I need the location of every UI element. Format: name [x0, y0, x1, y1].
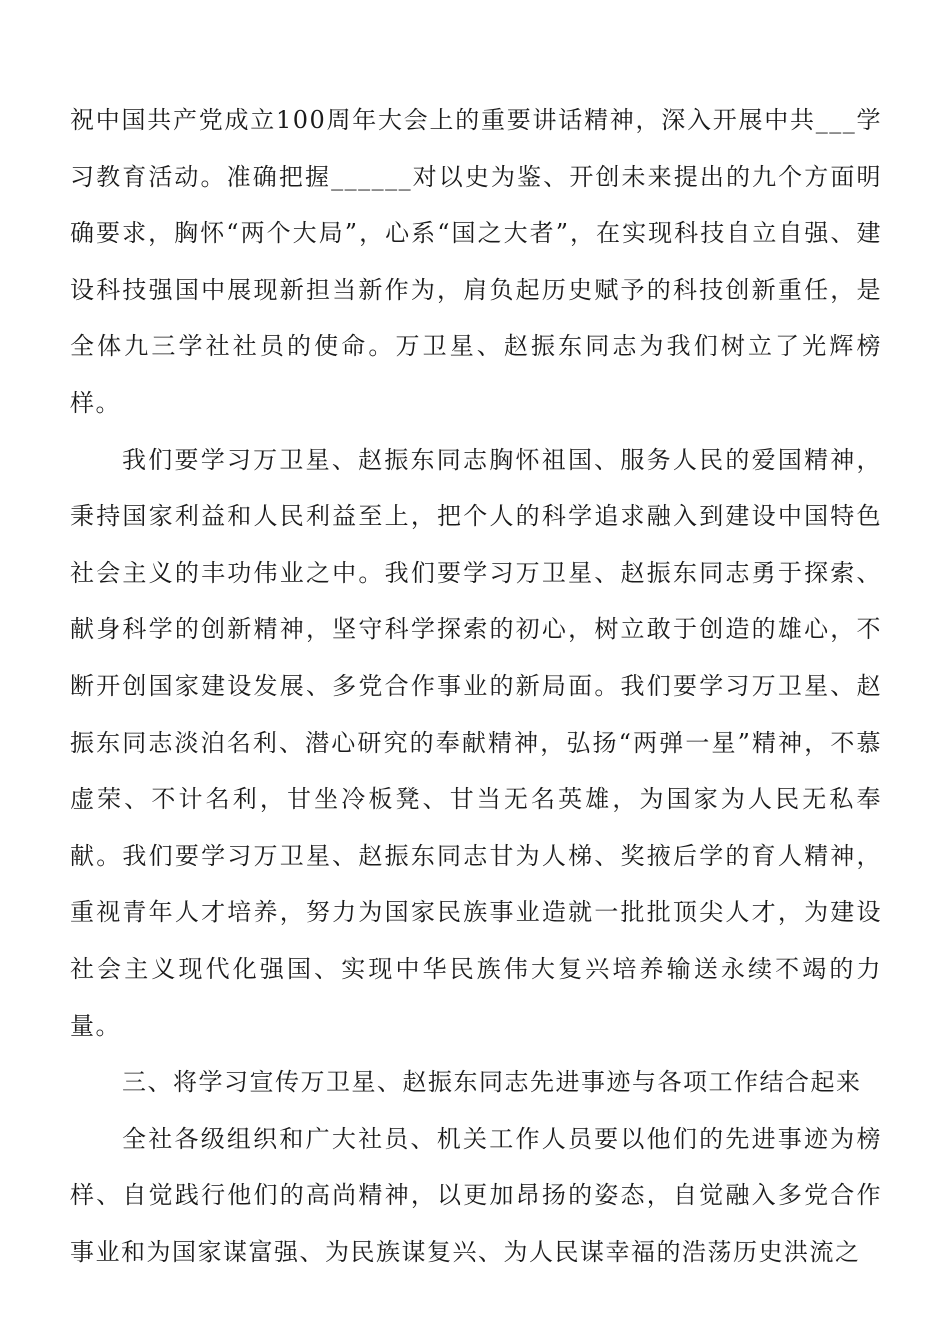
paragraph-4: 全社各级组织和广大社员、机关工作人员要以他们的先进事迹为榜样、自觉践行他们的高尚精神，以更加昂扬的姿态，自觉融入多党合作事业和为国家谋富强、为民族谋复兴、为人民谋幸福的浩荡历史洪流之 [70, 1124, 882, 1266]
document-body [70, 92, 882, 1280]
paragraph-2: 我们要学习万卫星、赵振东同志胸怀祖国、服务人民的爱国精神，秉持国家利益和人民利益至上，把个人的科学追求融入到建设中国特色社会主义的丰功伟业之中。我们要学习万卫星、赵振东同志勇于探索、献身科学的创新精神，坚守科学探索的初心，树立敢于创造的雄心，不断开创国家建设发展、多党合作事业的新局面。我们要学习万卫星、赵振东同志淡泊名利、潜心研究的奉献精神，弘扬“两弹一星”精神，不慕虚荣、不计名利，甘坐冷板凳、甘当无名英雄，为国家为人民无私奉献。我们要学习万卫星、赵振东同志甘为人梯、奖掖后学的育人精神，重视青年人才培养，努力为国家民族事业造就一批批顶尖人才，为建设社会主义现代化强国、实现中华民族伟大复兴培养输送永续不竭的力量。 [70, 445, 882, 1040]
paragraph-1: 祝中国共产党成立100周年大会上的重要讲话精神，深入开展中共___学习教育活动。准确把握______对以史为鉴、开创未来提出的九个方面明确要求，胸怀“两个大局”，心系“国之大者”，在实现科技自立自强、建设科技强国中展现新担当新作为，肩负起历史赋予的科技创新重任，是全体九三学社社员的使命。万卫星、赵振东同志为我们树立了光辉榜样。 [70, 106, 882, 417]
section-heading-3: 三、将学习宣传万卫星、赵振东同志先进事迹与各项工作结合起来 [122, 1068, 862, 1097]
